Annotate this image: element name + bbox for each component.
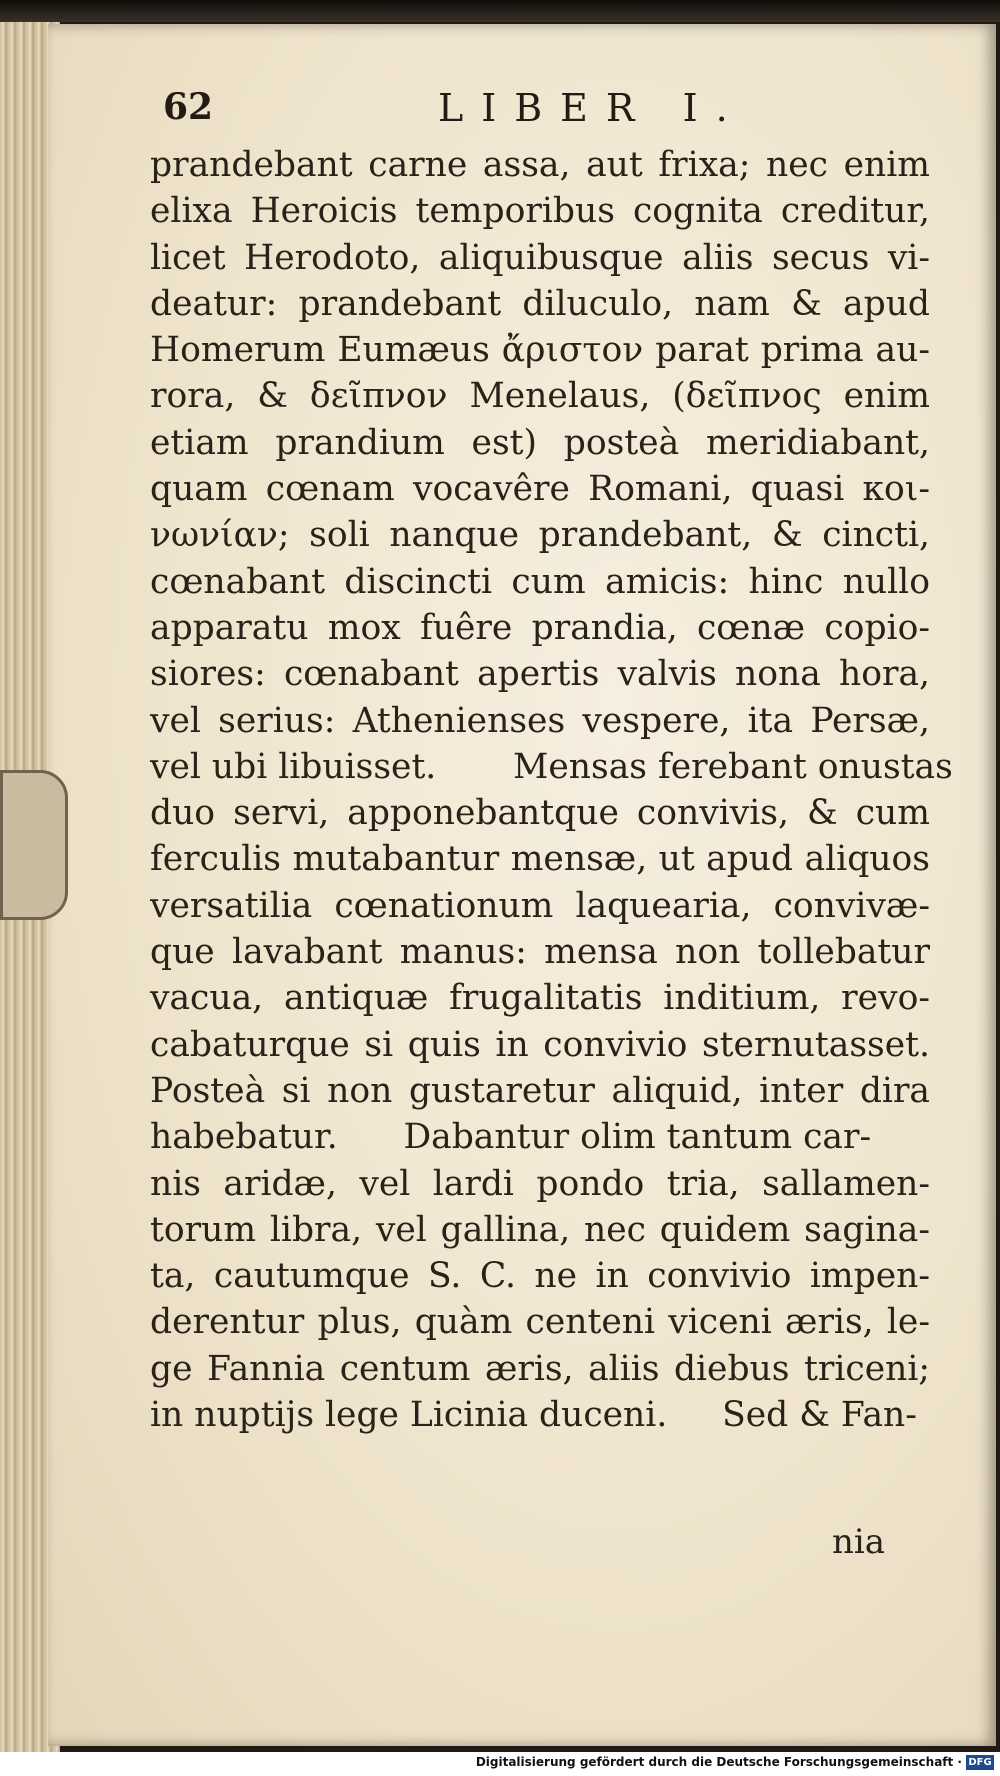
text-line: cœnabant discincti cum amicis: hinc nullo — [150, 561, 930, 602]
dfg-logo: DFG — [966, 1755, 994, 1770]
text-line: ta, cautumque S. C. ne in convivio impen- — [150, 1256, 930, 1297]
text-line: duo servi, apponebantque convivis, & cum — [150, 793, 930, 834]
book-top-shadow — [0, 0, 1000, 22]
text-line: etiam prandium est) posteà meridiabant, — [150, 422, 930, 463]
page-number: 62 — [163, 86, 214, 128]
text-line: Homerum Eumæus ἄριστον parat prima au- — [150, 330, 930, 371]
text-line: vacua, antiquæ frugalitatis inditium, revo- — [150, 978, 930, 1019]
page-header — [163, 86, 923, 136]
text-line: vel ubi libuisset. Mensas ferebant onustas — [150, 746, 953, 787]
text-line: derentur plus, quàm centeni viceni æris, le- — [150, 1302, 930, 1343]
text-line: apparatu mox fuêre prandia, cœnæ copio- — [150, 607, 930, 648]
text-line: vel serius: Athenienses vespere, ita Persæ, — [150, 700, 930, 741]
text-line: prandebant carne assa, aut frixa; nec enim — [150, 145, 930, 185]
text-line: habebatur. Dabantur olim tantum car- — [150, 1117, 872, 1158]
text-line: nis aridæ, vel lardi pondo tria, sallamen- — [150, 1163, 930, 1204]
text-line: torum libra, vel gallina, nec quidem sagina- — [150, 1209, 930, 1250]
text-line: que lavabant manus: mensa non tollebatur — [150, 932, 930, 973]
text-line: deatur: prandebant diluculo, nam & apud — [150, 283, 930, 324]
text-line: in nuptijs lege Licinia duceni. Sed & Fan- — [150, 1395, 917, 1436]
funding-credit: Digitalisierung gefördert durch die Deutsche Forschungsgemeinschaft · — [475, 1755, 962, 1769]
text-line: cabaturque si quis in convivio sternutasset. — [150, 1024, 930, 1065]
text-line: elixa Heroicis temporibus cognita creditur, — [150, 191, 930, 232]
text-line: licet Herodoto, aliquibusque aliis secus vi- — [150, 237, 930, 278]
text-line: Posteà si non gustaretur aliquid, inter dira — [150, 1070, 930, 1111]
catchword: nia — [832, 1522, 886, 1562]
body-text — [150, 142, 953, 1438]
running-head: LIBER I. — [438, 86, 746, 130]
book-clasp — [0, 770, 68, 920]
text-line: siores: cœnabant apertis valvis nona hora, — [150, 654, 930, 695]
text-line: quam cœnam vocavêre Romani, quasi κοι- — [150, 469, 930, 510]
text-line: νωνίαν; soli nanque prandebant, & cincti, — [150, 515, 930, 556]
footer-bar — [0, 1752, 1000, 1776]
text-line: versatilia cœnationum laquearia, convivæ- — [150, 885, 930, 926]
text-line: ferculis mutabantur mensæ, ut apud aliquos — [150, 839, 930, 880]
text-line: ge Fannia centum æris, aliis diebus triceni; — [150, 1348, 930, 1389]
text-line: rora, & δεῖπνον Menelaus, (δεῖπνος enim — [150, 376, 930, 417]
